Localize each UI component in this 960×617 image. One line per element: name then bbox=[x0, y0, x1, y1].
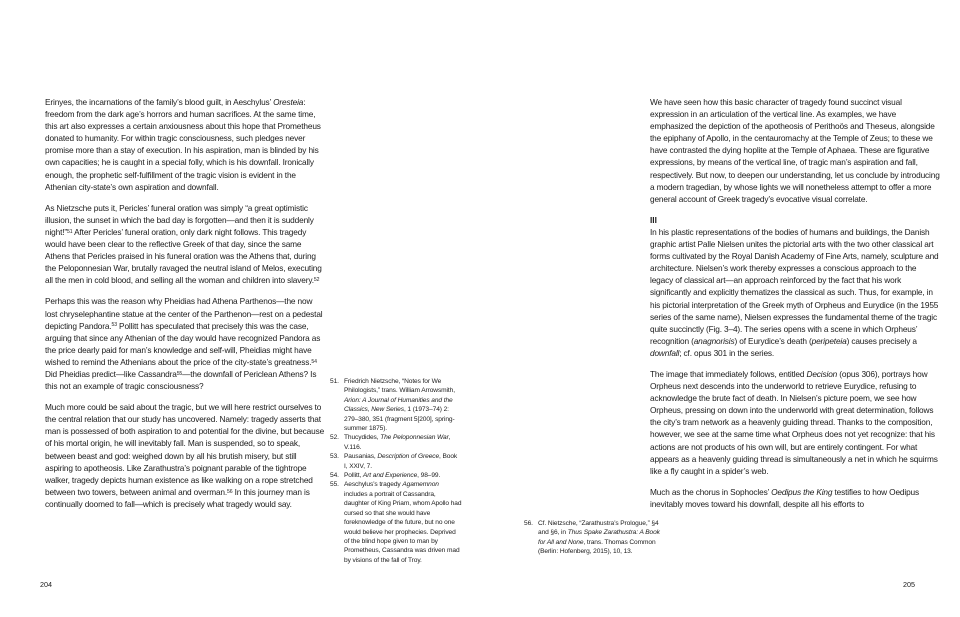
footnote-number: 55. bbox=[330, 481, 339, 489]
footnote-53 bbox=[330, 452, 462, 471]
paragraph: Much more could be said about the tragic, but we will here restrict ourselves to the central relation that our study has uncovered. Namely: tragedy asserts that man is possessed of both aspiration to and potential for the divine, but because of his mortal origin, he will inevitably fall. Man is suspended, so to speak, between beast and god: weighed down by all his brutish misery, but still aspiring to apotheosis. Like Zarathustra’s poignant parable of the tightrope walker, tragedy depicts human existence as like walking on a rope stretched between two towers, between animal and overman.$^{56}$ In this journey man is continually doomed to fall—which is precisely what tragedy would say. bbox=[45, 402, 325, 509]
footnote-number: 56. bbox=[524, 520, 533, 527]
paragraph: In his plastic representations of the bodies of humans and buildings, the Danish graphic artist Palle Nielsen unites the pictorial arts with the two other classical art forms cultivated by the Royal Danish Academy of Fine Arts, namely, sculpture and architecture. Nielsen’s work thereby expresses a conscious approach to the legacy of classical art—an approach reinforced by the fact that his work significantly and explicitly thematizes the classical as such. Thus, for example, in his pictorial interpretation of the Greek myth of Orpheus and Eurydice (in the 1955 series of the same name), Nielsen expresses the fundamental theme of the tragic quite succinctly (Fig. 3–4). The series opens with a scene in which Orpheus’ recognition (anagnorisis) of Eurydice’s death (peripeteia) causes precisely a downfall; cf. opus 301 in the series. bbox=[650, 226, 939, 358]
footnote-number: 53. bbox=[330, 453, 339, 461]
footnote-text: Aeschylus’s tragedy Agamemnon includes a portrait of Cassandra, daughter of King Priam, whom Apollo had cursed so that she would have foreknowledge of the future, but no one would believe her prophecies. Deprived of the blind hope given to man by Prometheus, Cassandra was driven mad by visions of the fall of Troy. bbox=[344, 481, 462, 564]
left-page-text-column bbox=[45, 96, 326, 519]
footnotes-column-1 bbox=[330, 377, 462, 565]
paragraph: Perhaps this was the reason why Pheidias had Athena Parthenos—the now lost chryselephantine statue at the center of the Parthenon—rest on a pedestal depicting Pandora.$^{53}$ Pollitt has speculated that precisely this was the case, arguing that since any Athenian of the day would have recognized Pandora as the price dearly paid for man’s knowledge and self-will, Pheidias might have wished to remind the Athenians about the price of the city-state’s greatness.$^{54}$ Did Pheidias predict—like Cassandra$^{55}$—the downfall of Periclean Athens? Is this not an example of tragic consciousness? bbox=[45, 296, 323, 392]
footnote-text: Pollitt, Art and Experience, 98–99. bbox=[344, 472, 441, 480]
footnotes-column-2 bbox=[524, 519, 662, 557]
paragraph: As Nietzsche puts it, Pericles’ funeral oration was simply “a great optimistic illusion, the sunset in which the bad day is forgotten—and then it is suddenly night!”$^{51}$ After Pericles’ funeral oration, only dark night follows. This tragedy would have been clear to the reflective Greek of that day, since the same Athens that Pericles praised in his funeral oration was the Athens that, during the Peloponnesian War, brutally ravaged the neutral island of Melos, executing all the men in cold blood, and selling all the woman and children into slavery.$^{52}$ bbox=[45, 202, 322, 286]
section-heading: III bbox=[650, 214, 657, 225]
paragraph: Much as the chorus in Sophocles’ Oedipus the King testifies to how Oedipus inevitably moves toward his downfall, despite all his efforts to bbox=[650, 486, 920, 509]
footnote-text: Thucydides, The Peloponnesian War, V.116. bbox=[344, 434, 451, 451]
footnote-text: Friedrich Nietzsche, “Notes for We Philologists,” trans. William Arrowsmith, Arion: A Journal of Humanities and the Classics, New Series, 1 (1973–74) 2: 279–380, 351 (fragment 5[200], spring-summer 1875). bbox=[344, 378, 455, 433]
footnote-text: Pausanias, Description of Greece, Book I, XXIV, 7. bbox=[344, 453, 458, 470]
footnote-text: Cf. Nietzsche, “Zarathustra’s Prologue,” §4 and §6, in Thus Spake Zarathustra: A Book for All and None, trans. Thomas Common (Berlin: Hofenberg, 2015), 10, 13. bbox=[538, 520, 660, 556]
footnote-56 bbox=[524, 519, 662, 557]
footnote-number: 51. bbox=[330, 378, 339, 385]
paragraph: The image that immediately follows, entitled Decision (opus 306), portrays how Orpheus next descends into the underworld to retrieve Eurydice, refusing to acknowledge the brute fact of death. In Nielsen’s picture poem, we see how Orpheus, pressing on down into the underworld with great determination, follows the city’s tram network as a heavenly guiding thread. Thanks to the composition, however, we see at the same time what Orpheus does not yet recognize: that his actions are not products of his own will, but are entirely contingent. For what appears as a heavenly guiding thread is simultaneously a net in which he squirms like a fly caught in a spider’s web. bbox=[650, 368, 938, 476]
paragraph: Erinyes, the incarnations of the family’s blood guilt, in Aeschylus’ Oresteia: freedom from the dark age’s horrors and human sacrifices. At the same time, this art also expresses a certain anxiousness about this hope that Prometheus donated to humanity. For within tragic consciousness, such pledges never promise more than a stay of execution. In his aspiration, man is blinded by his own capacities; he is caught in a special folly, which is his downfall. Ironically enough, the prophetic self-fulfillment of the tragic vision is evident in the Athenian city-state’s own aspiration and downfall. bbox=[45, 97, 321, 192]
page-number-right: 205 bbox=[903, 580, 915, 589]
right-page-text-column bbox=[650, 96, 940, 519]
footnote-number: 52. bbox=[330, 434, 339, 442]
footnote-51 bbox=[330, 377, 462, 433]
paragraph: We have seen how this basic character of tragedy found succinct visual expression in an articulation of the vertical line. As examples, we have emphasized the depiction of the apotheosis of Perithoös and Theseus, alongside the epiphany of Apollo, in the centauromachy at the Temple of Zeus; to these we have contrasted the dying hoplite at the Temple of Aphaea. These are figurative expressions, by means of the vertical line, of tragic man’s aspiration and fall, respectively. But now, to deepen our understanding, let us conclude by introducing a modern tragedian, by whose lights we will nonetheless attempt to offer a more general account of Greek tragedy’s evocative visual correlate. bbox=[650, 97, 940, 204]
footnote-54 bbox=[330, 471, 462, 480]
footnote-52 bbox=[330, 433, 462, 452]
page-number-left: 204 bbox=[40, 580, 52, 589]
footnote-55 bbox=[330, 480, 462, 565]
footnote-number: 54. bbox=[330, 472, 339, 480]
